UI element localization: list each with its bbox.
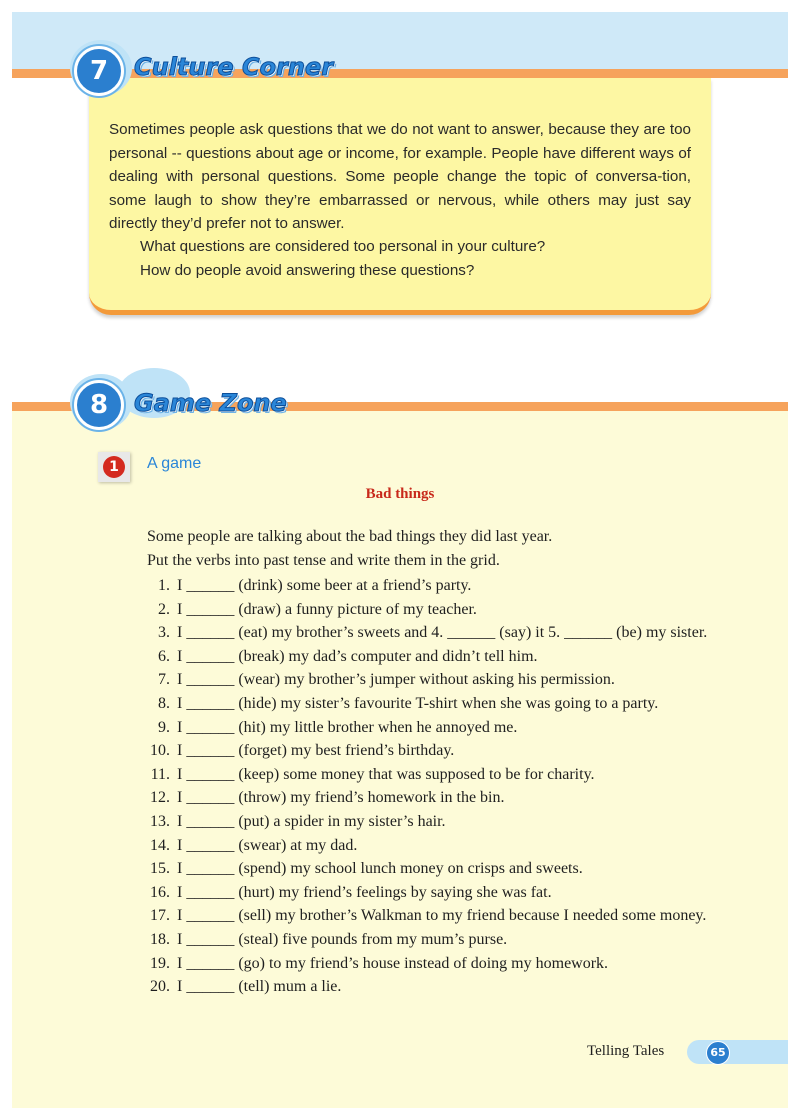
item-text: I ______ (drink) some beer at a friend’s party. — [177, 577, 472, 594]
list-item — [140, 739, 707, 763]
intro-line-1: Some people are talking about the bad things they did last year. — [147, 528, 553, 545]
item-number: 6. — [158, 647, 170, 665]
section-number-8: 8 — [74, 380, 124, 430]
list-item — [140, 668, 707, 692]
item-text: I ______ (keep) some money that was supposed to be for charity. — [177, 765, 595, 783]
section-number-7: 7 — [74, 46, 124, 96]
footer-tab — [687, 1040, 788, 1064]
item-text: I ______ (hide) my sister’s favourite T-shirt when she was going to a party. — [177, 694, 659, 712]
culture-corner-title: Culture Corner — [134, 53, 334, 81]
item-text: I ______ (wear) my brother’s jumper without asking his permission. — [177, 671, 615, 689]
item-number: 18. — [150, 930, 170, 948]
item-number: 14. — [150, 836, 170, 854]
list-item — [140, 598, 707, 622]
item-number: 15. — [150, 860, 170, 878]
item-number: 1. — [158, 577, 170, 594]
item-number: 3. — [158, 624, 170, 642]
list-item — [140, 621, 707, 645]
list-item — [140, 763, 707, 787]
list-item — [140, 975, 707, 999]
item-text: I ______ (draw) a funny picture of my teacher. — [177, 600, 477, 618]
list-item — [140, 692, 707, 716]
culture-paragraph — [109, 118, 691, 236]
exercise-list — [140, 574, 707, 999]
list-item — [140, 928, 707, 952]
list-item — [140, 786, 707, 810]
item-text: I ______ (steal) five pounds from my mum’s purse. — [177, 930, 508, 948]
item-text: I ______ (go) to my friend’s house instead of doing my homework. — [177, 954, 609, 972]
item-text: I ______ (put) a spider in my sister’s hair. — [177, 812, 446, 830]
item-number: 11. — [150, 765, 170, 783]
item-text: I ______ (break) my dad’s computer and didn’t tell him. — [177, 647, 538, 665]
footer-unit-title: Telling Tales — [587, 1043, 665, 1059]
list-item — [140, 904, 707, 928]
item-text: I ______ (swear) at my dad. — [177, 836, 358, 854]
list-item — [140, 857, 707, 881]
item-number: 12. — [150, 789, 170, 807]
item-number: 2. — [158, 600, 170, 618]
item-number: 20. — [150, 978, 170, 996]
list-item — [140, 952, 707, 976]
page-number: 65 — [706, 1041, 730, 1065]
item-number: 19. — [150, 954, 170, 972]
item-number: 8. — [158, 694, 170, 712]
exercise-subtitle: Bad things — [365, 486, 435, 502]
list-item — [140, 810, 707, 834]
step-number: 1 — [103, 456, 125, 478]
culture-question-2: How do people avoid answering these questions? — [140, 262, 475, 279]
game-zone-title: Game Zone — [134, 389, 287, 417]
list-item — [140, 881, 707, 905]
list-item — [140, 574, 707, 598]
item-text: I ______ (eat) my brother’s sweets and 4. ______ (say) it 5. ______ (be) my sister. — [177, 624, 708, 642]
culture-paragraph-text: Sometimes people ask questions that we do not want to answer, because they are too personal -- questions about age or income, for example. People have different ways of dealing with personal questions. Some people change the topic of conversa-tion, some laugh to show they’re embarrassed or nervous, while others may just say directly they’d prefer not to answer. — [109, 121, 691, 233]
item-number: 10. — [150, 742, 170, 760]
intro-line-2: Put the verbs into past tense and write them in the grid. — [147, 552, 500, 569]
item-text: I ______ (spend) my school lunch money on crisps and sweets. — [177, 860, 583, 878]
culture-question-1: What questions are considered too personal in your culture? — [140, 238, 546, 255]
list-item — [140, 645, 707, 669]
list-item — [140, 834, 707, 858]
item-text: I ______ (tell) mum a lie. — [177, 978, 342, 996]
item-number: 7. — [158, 671, 170, 689]
item-number: 17. — [150, 907, 170, 925]
item-text: I ______ (forget) my best friend’s birthday. — [177, 742, 455, 760]
item-text: I ______ (sell) my brother’s Walkman to my friend because I needed some money. — [177, 907, 707, 925]
item-text: I ______ (hurt) my friend’s feelings by saying she was fat. — [177, 883, 552, 901]
item-text: I ______ (throw) my friend’s homework in the bin. — [177, 789, 505, 807]
list-item — [140, 716, 707, 740]
step-label: A game — [147, 455, 202, 472]
item-number: 13. — [150, 812, 170, 830]
item-number: 16. — [150, 883, 170, 901]
step-badge — [98, 452, 130, 482]
item-number: 9. — [158, 718, 170, 736]
item-text: I ______ (hit) my little brother when he annoyed me. — [177, 718, 518, 736]
